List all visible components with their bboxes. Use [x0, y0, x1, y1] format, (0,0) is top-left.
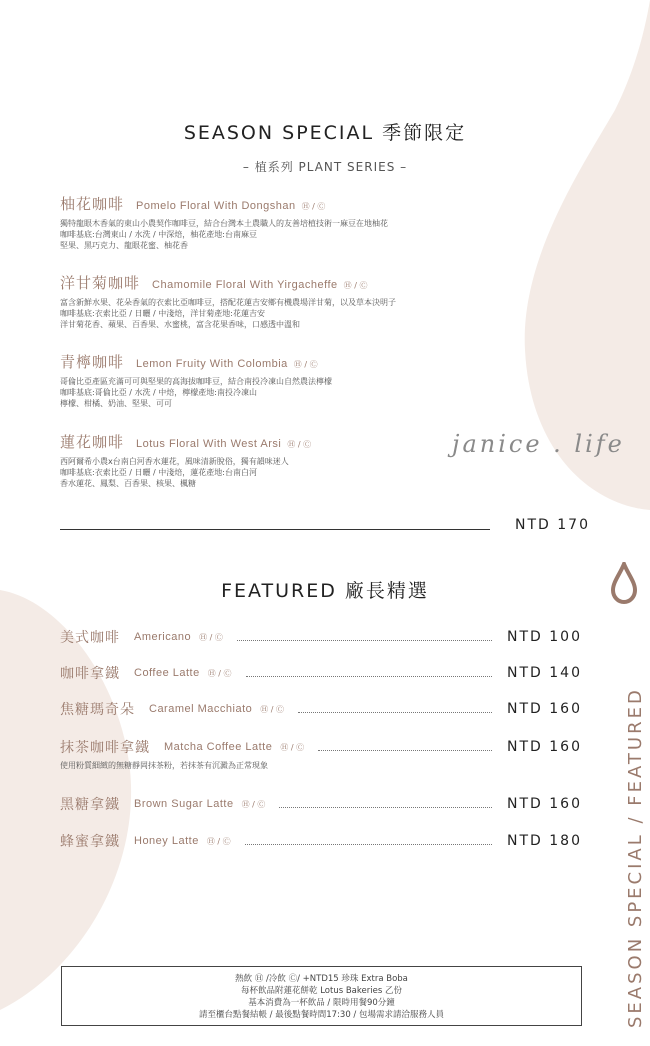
item-name-zh: 黑糖拿鐵 — [60, 797, 120, 813]
price-divider — [60, 529, 490, 530]
signature-watermark: janice . life — [452, 430, 625, 458]
featured-item-coffee-latte — [60, 663, 582, 683]
featured-item-americano — [60, 627, 582, 647]
leader-dots — [237, 640, 492, 641]
drop-icon — [610, 562, 638, 604]
item-name-en: Matcha Coffee Latte — [164, 741, 273, 753]
item-name-en: Coffee Latte — [134, 667, 200, 679]
hot-cold-icon: Ⓗ / Ⓒ — [207, 668, 232, 678]
season-price: NTD 170 — [515, 517, 590, 533]
item-description: 哥倫比亞產區充滿可可與堅果的高海拔咖啡豆，結合南投冷凍山自然農法檸檬 咖啡基底:哥倫比亞 / 水洗 / 中焙，檸檬產地:南投冷凍山 檸檬、柑橘、奶油、堅果、可可 — [60, 377, 332, 408]
item-name-zh: 美式咖啡 — [60, 630, 120, 646]
item-name-en: Chamomile Floral With Yirgacheffe — [152, 279, 338, 291]
item-name-zh: 洋甘菊咖啡 — [60, 274, 141, 292]
item-name-zh: 青檸咖啡 — [60, 353, 125, 371]
item-name-zh: 抹茶咖啡拿鐵 — [60, 740, 150, 756]
leader-dots — [279, 807, 492, 808]
menu-item-pomelo — [60, 193, 500, 251]
item-description: 富含新鮮水果、花朵香氣的衣索比亞咖啡豆，搭配花蓮吉安鄉有機農場洋甘菊，以及草本決明子 咖啡基底:衣索比亞 / 日曬 / 中淺焙，洋甘菊產地:花蓮吉安 洋甘菊花香、蘋果、百香果、水蜜桃，富含花果香味，口感透中溫和 — [60, 298, 396, 329]
leader-dots — [246, 676, 492, 677]
hot-cold-icon: Ⓗ / Ⓒ — [206, 836, 231, 846]
item-price: NTD 160 — [507, 701, 582, 717]
item-name-en: Caramel Macchiato — [149, 703, 253, 715]
featured-item-brown-sugar-latte — [60, 794, 582, 814]
item-name-zh: 焦糖瑪奇朵 — [60, 702, 135, 718]
item-name-en: Lotus Floral With West Arsi — [136, 438, 282, 450]
item-price: NTD 160 — [507, 796, 582, 812]
hot-cold-icon: Ⓗ / Ⓒ — [241, 799, 266, 809]
hot-cold-icon: Ⓗ / Ⓒ — [199, 632, 223, 642]
menu-item-lotus — [60, 431, 500, 489]
leader-dots — [298, 712, 492, 713]
hot-cold-icon: Ⓗ / Ⓒ — [287, 440, 312, 449]
featured-title: FEATURED 廠長精選 — [221, 580, 429, 602]
item-name-en: Pomelo Floral With Dongshan — [136, 200, 296, 212]
hot-cold-icon: Ⓗ / Ⓒ — [293, 360, 318, 369]
menu-item-lemon — [60, 351, 500, 409]
item-name-en: Brown Sugar Latte — [134, 798, 234, 810]
featured-item-matcha-latte — [60, 737, 582, 771]
season-price-row — [60, 515, 590, 537]
item-price: NTD 140 — [507, 665, 582, 681]
hot-cold-icon: Ⓗ / Ⓒ — [301, 202, 326, 211]
item-name-zh: 咖啡拿鐵 — [60, 666, 120, 682]
menu-item-chamomile — [60, 272, 500, 330]
featured-item-honey-latte — [60, 831, 582, 851]
hot-cold-icon: Ⓗ / Ⓒ — [260, 704, 285, 714]
leader-dots — [245, 844, 492, 845]
item-description: 獨特龍眼木香氣的東山小農契作咖啡豆，結合台灣本土農職人的友善培植技術一麻豆在地柚花 咖啡基底:台灣東山 / 水洗 / 中深焙，柚花產地:台南麻豆 堅果、黑巧克力、龍眼花蜜、柚花香 — [60, 219, 388, 250]
footer-line: 基本消費為一杯飲品 / 限時用餐90分鐘 — [248, 998, 395, 1008]
series-subtitle: – 植系列 PLANT SERIES – — [242, 160, 408, 174]
item-price: NTD 180 — [507, 833, 582, 849]
footer-line: 請至櫃台點餐結帳 / 最後點餐時間17:30 / 包場需求請洽服務人員 — [198, 1010, 445, 1020]
item-name-en: Americano — [134, 631, 192, 643]
item-name-en: Honey Latte — [134, 835, 199, 847]
item-name-zh: 柚花咖啡 — [60, 195, 125, 213]
hot-cold-icon: Ⓗ / Ⓒ — [343, 281, 368, 290]
item-note: 使用粉質細緻的無糖靜岡抹茶粉，若抹茶有沉澱為正常現象 — [60, 761, 268, 770]
item-name-zh: 蓮花咖啡 — [60, 433, 125, 451]
vertical-section-label: SEASON SPECIAL / FEATURED — [625, 687, 646, 1028]
item-price: NTD 160 — [507, 739, 582, 755]
page-title: SEASON SPECIAL 季節限定 — [183, 122, 467, 144]
item-name-en: Lemon Fruity With Colombia — [136, 358, 288, 370]
item-description: 西阿爾希小農x台南白河香水蓮花，風味清新脫俗，獨有韻味迷人 咖啡基底:衣索比亞 / 日曬 / 中淺焙，蓮花產地:台南白河 香水蓮花、鳳梨、百香果、核果、楓糖 — [60, 457, 289, 488]
featured-item-caramel-macchiato — [60, 699, 582, 719]
footer-notice-box — [61, 966, 582, 1026]
item-name-zh: 蜂蜜拿鐵 — [60, 834, 120, 850]
footer-line: 每杯飲品附蓮花餅乾 Lotus Bakeries 乙份 — [241, 986, 402, 996]
footer-line: 熱飲 Ⓗ /冷飲 Ⓒ/ +NTD15 珍珠 Extra Boba — [235, 974, 408, 984]
hot-cold-icon: Ⓗ / Ⓒ — [280, 742, 305, 752]
leader-dots — [318, 750, 492, 751]
item-price: NTD 100 — [507, 629, 582, 645]
